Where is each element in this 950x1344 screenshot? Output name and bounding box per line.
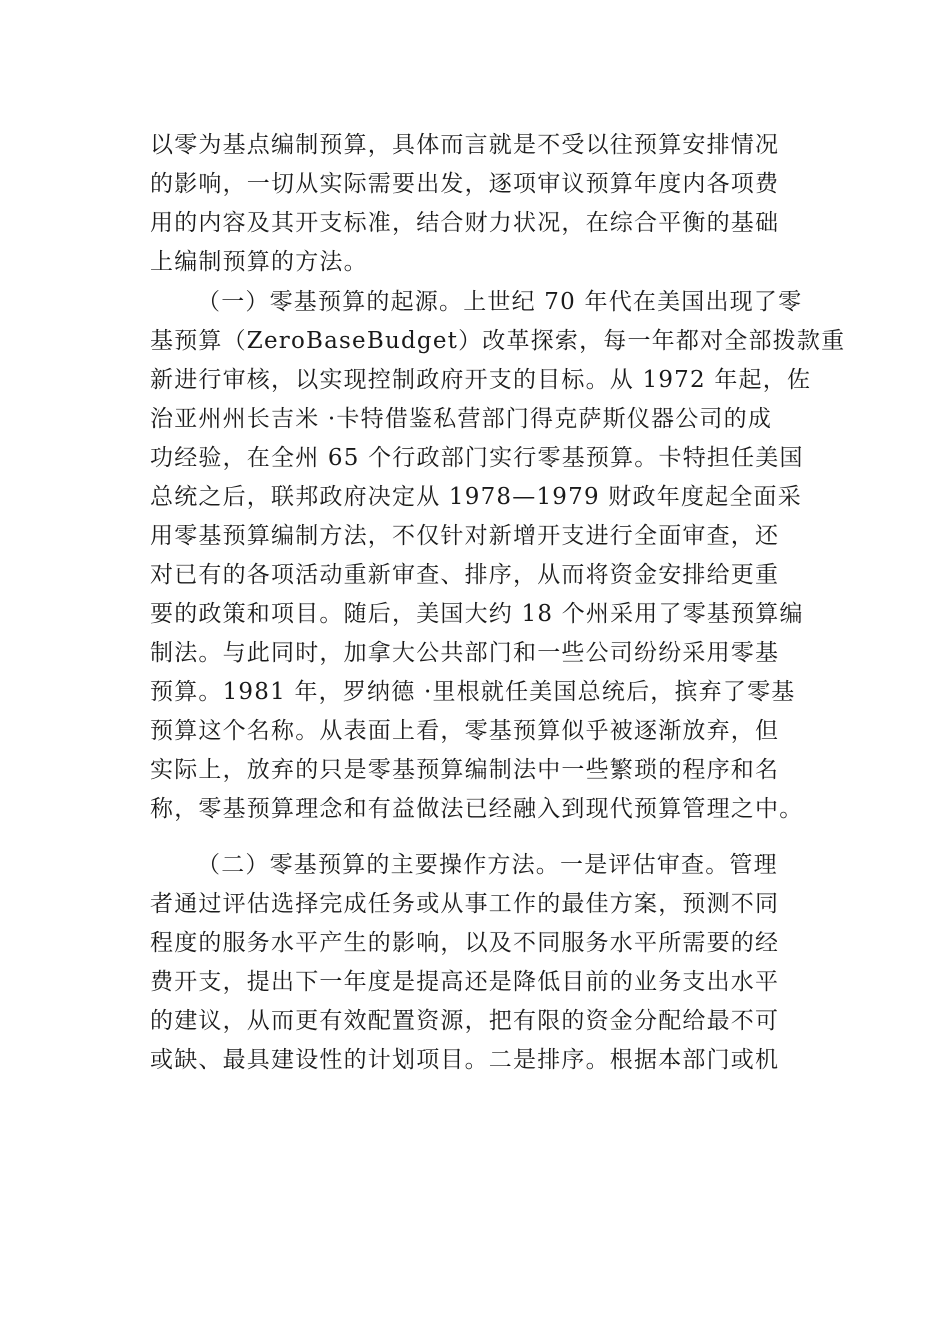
text-line: 称，零基预算理念和有益做法已经融入到现代预算管理之中。 [150,796,804,822]
text-line: 对已有的各项活动重新审查、排序，从而将资金安排给更重 [150,562,780,588]
text-line: 或缺、最具建设性的计划项目。二是排序。根据本部门或机 [150,1047,780,1073]
text-line: 以零为基点编制预算，具体而言就是不受以往预算安排情况 [150,132,780,158]
text-line: 预算这个名称。从表面上看，零基预算似乎被逐渐放弃，但 [150,718,780,744]
text-line: 的建议，从而更有效配置资源，把有限的资金分配给最不可 [150,1008,780,1034]
text-line: 程度的服务水平产生的影响，以及不同服务水平所需要的经 [150,930,780,956]
text-line: 费开支，提出下一年度是提高还是降低目前的业务支出水平 [150,969,780,995]
text-line: 总统之后，联邦政府决定从 1978—1979 财政年度起全面采 [150,484,802,510]
text-line: 治亚州州长吉米 ·卡特借鉴私营部门得克萨斯仪器公司的成 [150,406,773,432]
text-line: 预算。1981 年，罗纳德 ·里根就任美国总统后，摈弃了零基 [150,679,796,705]
text-line: 基预算（ZeroBaseBudget）改革探索，每一年都对全部拨款重 [150,328,846,354]
text-line: 者通过评估选择完成任务或从事工作的最佳方案，预测不同 [150,891,780,917]
text-line: （二）零基预算的主要操作方法。一是评估审查。管理 [197,852,778,878]
text-line: 制法。与此同时，加拿大公共部门和一些公司纷纷采用零基 [150,640,780,666]
text-line: 实际上，放弃的只是零基预算编制法中一些繁琐的程序和名 [150,757,780,783]
paragraph-methods [150,846,830,1080]
text-line: 上编制预算的方法。 [150,249,368,275]
text-line: 用零基预算编制方法，不仅针对新增开支进行全面审查，还 [150,523,780,549]
text-line: 用的内容及其开支标准，结合财力状况，在综合平衡的基础 [150,210,780,236]
paragraph-origin [150,283,846,829]
text-line: 功经验，在全州 65 个行政部门实行零基预算。卡特担任美国 [150,445,804,471]
paragraph-intro [150,126,830,282]
text-line: 的影响，一切从实际需要出发，逐项审议预算年度内各项费 [150,171,780,197]
text-line: 新进行审核，以实现控制政府开支的目标。从 1972 年起，佐 [150,367,812,393]
text-line: 要的政策和项目。随后，美国大约 18 个州采用了零基预算编 [150,601,804,627]
text-line: （一）零基预算的起源。上世纪 70 年代在美国出现了零 [197,289,803,315]
